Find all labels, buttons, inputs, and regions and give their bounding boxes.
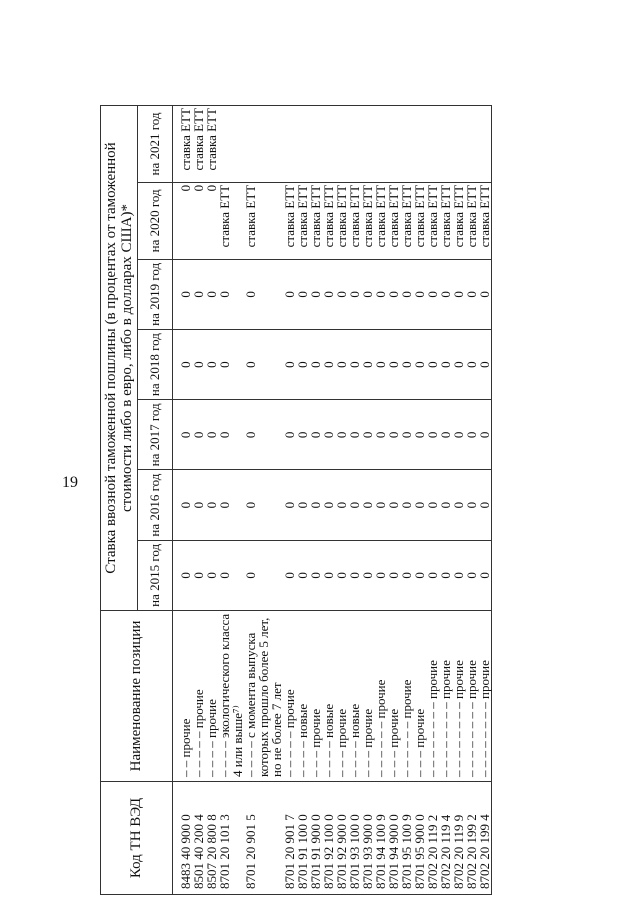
row-name: – – – – экологического класса 4 или выше⁷⁾	[218, 611, 244, 782]
row-rate-2020: ставка ЕТТ	[218, 182, 244, 259]
row-rate-2015: 0	[348, 540, 361, 610]
row-rate-2021	[452, 106, 465, 183]
row-name: – – – – новые	[348, 611, 361, 782]
row-rate-2015: 0	[413, 540, 426, 610]
row-rate-2020: ставка ЕТТ	[426, 182, 439, 259]
row-name: – – – – новые	[322, 611, 335, 782]
row-rate-2016: 0	[478, 470, 492, 540]
row-name: – – – прочие	[309, 611, 322, 782]
row-rate-2020: ставка ЕТТ	[335, 182, 348, 259]
row-rate-2019: 0	[478, 259, 492, 329]
row-rate-2016: 0	[387, 470, 400, 540]
row-rate-2016: 0	[218, 470, 244, 540]
row-rate-2016: 0	[465, 470, 478, 540]
row-rate-2021	[218, 106, 244, 183]
row-rate-2019: 0	[413, 259, 426, 329]
table-row	[218, 106, 244, 895]
row-name: – – – прочие	[387, 611, 400, 782]
row-rate-2017: 0	[309, 400, 322, 470]
header-code: Код ТН ВЭД	[101, 782, 173, 895]
row-rate-2016: 0	[192, 470, 205, 540]
row-rate-2021	[296, 106, 309, 183]
row-rate-2018: 0	[478, 330, 492, 400]
row-rate-2021	[413, 106, 426, 183]
row-rate-2018: 0	[361, 330, 374, 400]
row-code: 8701 94 100 9	[374, 782, 387, 895]
row-rate-2019: 0	[205, 259, 218, 329]
row-rate-2021	[244, 106, 283, 183]
row-rate-2021	[283, 106, 296, 183]
row-name: – – – – новые	[296, 611, 309, 782]
row-rate-2020: ставка ЕТТ	[374, 182, 387, 259]
row-rate-2018: 0	[283, 330, 296, 400]
row-rate-2018: 0	[244, 330, 283, 400]
row-rate-2017: 0	[192, 400, 205, 470]
row-rate-2018: 0	[426, 330, 439, 400]
header-year-2018: на 2018 год	[138, 330, 173, 400]
row-rate-2017: 0	[400, 400, 413, 470]
row-code: 8701 94 900 0	[387, 782, 400, 895]
row-rate-2016: 0	[179, 470, 192, 540]
row-rate-2020: ставка ЕТТ	[478, 182, 492, 259]
row-name: – – – – – – – – прочие	[439, 611, 452, 782]
row-rate-2018: 0	[309, 330, 322, 400]
row-rate-2019: 0	[335, 259, 348, 329]
row-rate-2016: 0	[348, 470, 361, 540]
row-code: 8702 20 199 2	[465, 782, 478, 895]
row-code: 8701 20 101 3	[218, 782, 244, 895]
row-rate-2020: ставка ЕТТ	[283, 182, 296, 259]
header-year-2017: на 2017 год	[138, 400, 173, 470]
row-name: – – – – – – прочие	[374, 611, 387, 782]
row-rate-2016: 0	[413, 470, 426, 540]
header-year-2015: на 2015 год	[138, 540, 173, 610]
row-rate-2016: 0	[322, 470, 335, 540]
row-rate-2021	[348, 106, 361, 183]
row-rate-2015: 0	[387, 540, 400, 610]
row-rate-2018: 0	[335, 330, 348, 400]
row-rate-2017: 0	[283, 400, 296, 470]
row-rate-2015: 0	[426, 540, 439, 610]
row-rate-2018: 0	[413, 330, 426, 400]
row-rate-2021: ставка ЕТТ	[205, 106, 218, 183]
row-rate-2018: 0	[374, 330, 387, 400]
row-rate-2016: 0	[205, 470, 218, 540]
row-rate-2020: 0	[179, 182, 192, 259]
row-rate-2017: 0	[478, 400, 492, 470]
row-rate-2016: 0	[361, 470, 374, 540]
row-rate-2017: 0	[335, 400, 348, 470]
row-rate-2021	[426, 106, 439, 183]
row-code: 8507 20 800 8	[205, 782, 218, 895]
row-rate-2019: 0	[439, 259, 452, 329]
row-rate-2016: 0	[400, 470, 413, 540]
row-rate-2017: 0	[387, 400, 400, 470]
row-code: 8701 95 100 9	[400, 782, 413, 895]
row-code: 8702 20 119 2	[426, 782, 439, 895]
row-rate-2020: ставка ЕТТ	[413, 182, 426, 259]
row-name: – – – прочие	[413, 611, 426, 782]
row-rate-2019: 0	[322, 259, 335, 329]
row-rate-2019: 0	[283, 259, 296, 329]
row-rate-2015: 0	[400, 540, 413, 610]
row-rate-2020: ставка ЕТТ	[348, 182, 361, 259]
row-rate-2019: 0	[192, 259, 205, 329]
row-name: – – – – – прочие	[192, 611, 205, 782]
row-rate-2019: 0	[374, 259, 387, 329]
row-code: 8701 92 900 0	[335, 782, 348, 895]
row-rate-2019: 0	[179, 259, 192, 329]
row-rate-2018: 0	[439, 330, 452, 400]
row-rate-2017: 0	[205, 400, 218, 470]
row-rate-2016: 0	[426, 470, 439, 540]
row-rate-2018: 0	[400, 330, 413, 400]
row-name: – – – прочие	[361, 611, 374, 782]
tariff-table-body	[173, 106, 492, 895]
row-name: – – – прочие	[335, 611, 348, 782]
row-name: – – – – – – – – прочие	[426, 611, 439, 782]
row-rate-2019: 0	[218, 259, 244, 329]
row-rate-2017: 0	[348, 400, 361, 470]
header-year-2016: на 2016 год	[138, 470, 173, 540]
row-rate-2015: 0	[205, 540, 218, 610]
row-rate-2020: ставка ЕТТ	[309, 182, 322, 259]
row-rate-2017: 0	[244, 400, 283, 470]
table-row	[478, 106, 492, 895]
row-rate-2020: ставка ЕТТ	[465, 182, 478, 259]
row-rate-2020: ставка ЕТТ	[400, 182, 413, 259]
row-rate-2018: 0	[322, 330, 335, 400]
row-rate-2016: 0	[335, 470, 348, 540]
row-rate-2017: 0	[179, 400, 192, 470]
row-rate-2017: 0	[465, 400, 478, 470]
row-rate-2019: 0	[296, 259, 309, 329]
row-rate-2020: ставка ЕТТ	[322, 182, 335, 259]
row-rate-2016: 0	[452, 470, 465, 540]
header-year-2020: на 2020 год	[138, 182, 173, 259]
row-rate-2016: 0	[439, 470, 452, 540]
row-rate-2015: 0	[439, 540, 452, 610]
row-rate-2021	[400, 106, 413, 183]
row-rate-2019: 0	[244, 259, 283, 329]
row-rate-2018: 0	[218, 330, 244, 400]
row-code: 8701 91 100 0	[296, 782, 309, 895]
row-rate-2015: 0	[335, 540, 348, 610]
row-name: – – – – – прочие	[283, 611, 296, 782]
row-rate-2019: 0	[465, 259, 478, 329]
row-rate-2020: 0	[192, 182, 205, 259]
row-rate-2020: ставка ЕТТ	[439, 182, 452, 259]
header-name: Наименование позиции	[101, 611, 173, 782]
row-rate-2021: ставка ЕТТ	[192, 106, 205, 183]
row-rate-2016: 0	[296, 470, 309, 540]
row-rate-2020: ставка ЕТТ	[361, 182, 374, 259]
row-rate-2018: 0	[452, 330, 465, 400]
row-rate-2017: 0	[374, 400, 387, 470]
row-rate-2020: ставка ЕТТ	[244, 182, 283, 259]
row-code: 8702 20 119 4	[439, 782, 452, 895]
row-rate-2021	[309, 106, 322, 183]
row-rate-2021	[465, 106, 478, 183]
header-rate-group: Ставка ввозной таможенной пошлины (в процентах от таможенной стоимости либо в евро, либо в долларах США)*	[101, 106, 138, 611]
row-rate-2015: 0	[309, 540, 322, 610]
row-rate-2019: 0	[452, 259, 465, 329]
row-rate-2021	[322, 106, 335, 183]
table-row	[244, 106, 283, 895]
row-name: – – – – – – – – прочие	[452, 611, 465, 782]
row-rate-2015: 0	[283, 540, 296, 610]
rotated-tariff-sheet	[100, 105, 615, 895]
row-rate-2017: 0	[218, 400, 244, 470]
row-rate-2019: 0	[361, 259, 374, 329]
row-rate-2016: 0	[244, 470, 283, 540]
row-rate-2015: 0	[179, 540, 192, 610]
row-rate-2017: 0	[413, 400, 426, 470]
row-rate-2021	[335, 106, 348, 183]
row-rate-2016: 0	[374, 470, 387, 540]
row-rate-2020: ставка ЕТТ	[452, 182, 465, 259]
row-name: – – – – прочие	[205, 611, 218, 782]
row-rate-2020: 0	[205, 182, 218, 259]
row-code: 8701 20 901 5	[244, 782, 283, 895]
row-rate-2018: 0	[387, 330, 400, 400]
row-code: 8483 40 900 0	[179, 782, 192, 895]
row-name: – – – – – – прочие	[400, 611, 413, 782]
row-rate-2020: ставка ЕТТ	[387, 182, 400, 259]
row-rate-2021	[439, 106, 452, 183]
row-rate-2015: 0	[478, 540, 492, 610]
row-rate-2015: 0	[192, 540, 205, 610]
row-rate-2019: 0	[387, 259, 400, 329]
row-rate-2017: 0	[296, 400, 309, 470]
row-rate-2018: 0	[192, 330, 205, 400]
row-rate-2015: 0	[218, 540, 244, 610]
row-rate-2015: 0	[374, 540, 387, 610]
row-rate-2021: ставка ЕТТ	[179, 106, 192, 183]
row-rate-2019: 0	[426, 259, 439, 329]
page-number: 19	[62, 474, 78, 491]
header-year-2019: на 2019 год	[138, 259, 173, 329]
row-rate-2019: 0	[348, 259, 361, 329]
row-rate-2018: 0	[465, 330, 478, 400]
row-code: 8501 40 200 4	[192, 782, 205, 895]
row-rate-2020: ставка ЕТТ	[296, 182, 309, 259]
row-code: 8701 95 900 0	[413, 782, 426, 895]
header-year-2021: на 2021 год	[138, 106, 173, 183]
row-rate-2015: 0	[452, 540, 465, 610]
row-name: – – – – – – – – прочие	[465, 611, 478, 782]
row-rate-2015: 0	[361, 540, 374, 610]
row-rate-2016: 0	[283, 470, 296, 540]
row-rate-2017: 0	[322, 400, 335, 470]
row-name: – – – – – – – – прочие	[478, 611, 492, 782]
row-rate-2021	[478, 106, 492, 183]
row-rate-2021	[361, 106, 374, 183]
tariff-table	[100, 105, 492, 895]
row-rate-2017: 0	[439, 400, 452, 470]
row-code: 8701 91 900 0	[309, 782, 322, 895]
row-name: – – – – с момента выпуска которых прошло более 5 лет, но не более 7 лет	[244, 611, 283, 782]
row-code: 8702 20 119 9	[452, 782, 465, 895]
row-code: 8701 93 100 0	[348, 782, 361, 895]
row-rate-2017: 0	[452, 400, 465, 470]
row-code: 8701 20 901 7	[283, 782, 296, 895]
row-rate-2018: 0	[205, 330, 218, 400]
row-rate-2019: 0	[400, 259, 413, 329]
row-name: – – прочие	[179, 611, 192, 782]
row-rate-2016: 0	[309, 470, 322, 540]
row-rate-2017: 0	[361, 400, 374, 470]
row-code: 8702 20 199 4	[478, 782, 492, 895]
row-code: 8701 92 100 0	[322, 782, 335, 895]
row-rate-2015: 0	[465, 540, 478, 610]
row-rate-2018: 0	[179, 330, 192, 400]
row-rate-2021	[374, 106, 387, 183]
row-rate-2018: 0	[348, 330, 361, 400]
row-rate-2015: 0	[296, 540, 309, 610]
row-code: 8701 93 900 0	[361, 782, 374, 895]
row-rate-2015: 0	[322, 540, 335, 610]
row-rate-2017: 0	[426, 400, 439, 470]
row-rate-2018: 0	[296, 330, 309, 400]
row-rate-2021	[387, 106, 400, 183]
row-rate-2019: 0	[309, 259, 322, 329]
row-rate-2015: 0	[244, 540, 283, 610]
